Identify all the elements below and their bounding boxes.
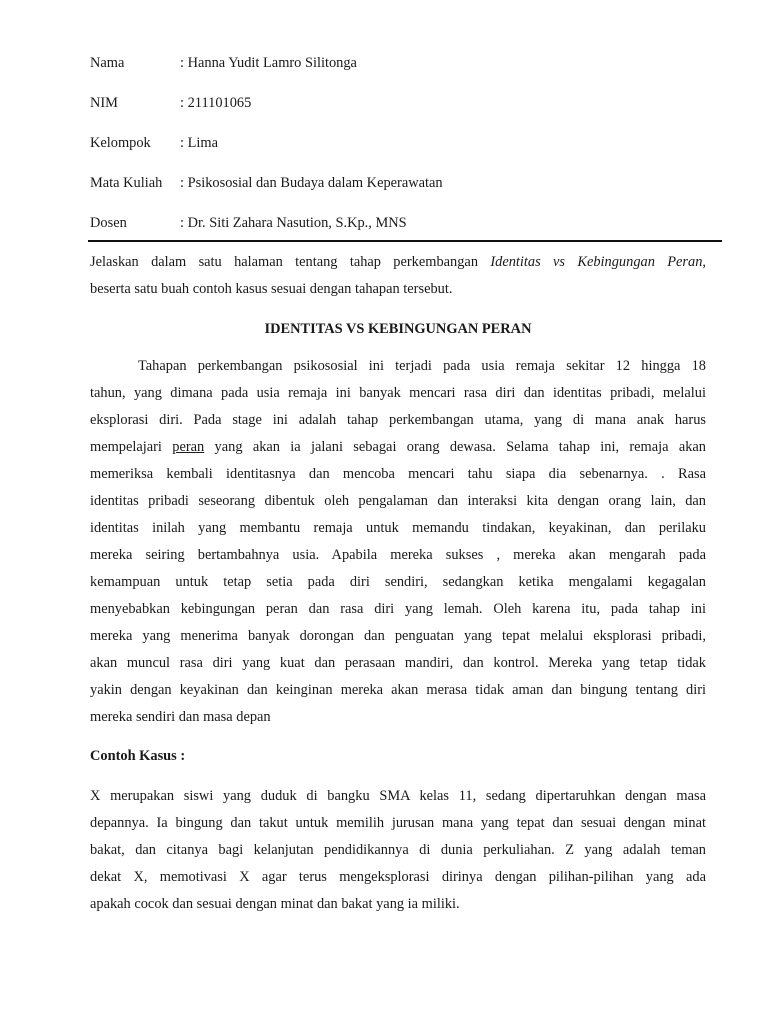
instruction-line [90,249,706,276]
paragraph-line: bakat, dan citanya bagi kelanjutan pendidikannya di dunia perkuliahan. Z yang adalah teman [90,842,706,858]
instruction-line: beserta satu buah contoh kasus sesuai dengan tahapan tersebut. [90,281,453,297]
paragraph-line: Tahapan perkembangan psikososial ini terjadi pada usia remaja sekitar 12 hingga 18 [138,358,706,374]
info-row-nama [90,52,720,92]
paragraph-line: memeriksa kembali identitasnya dan mencoba mencari tahu siapa dia sebenarnya. . Rasa [90,466,706,482]
student-info-table [90,52,720,252]
header-divider [88,240,722,242]
paragraph-line: tahun, yang dimana pada usia remaja ini banyak mencari rasa diri dan identitas pribadi, melalui [90,385,706,401]
info-label: Dosen [90,215,127,231]
paragraph-line: identitas inilah yang membantu remaja untuk memandu tindakan, keyakinan, dan perilaku [90,520,706,536]
info-value: : Lima [180,132,218,172]
paragraph-line [90,434,706,461]
paragraph-line: dekat X, memotivasi X agar terus mengeksplorasi dirinya dengan pilihan-pilihan yang ada [90,869,706,885]
info-row-mata-kuliah [90,172,720,212]
paragraph-line: menyebabkan kebingungan peran dan rasa diri yang lemah. Oleh karena itu, pada tahap ini [90,601,706,617]
paragraph-line: akan muncul rasa diri yang kuat dan perasaan mandiri, dan kontrol. Mereka yang tetap tidak [90,655,706,671]
underlined-word: peran [172,439,205,455]
info-row-dosen [90,212,720,252]
section-title: IDENTITAS VS KEBINGUNGAN PERAN [264,321,532,337]
info-row-kelompok [90,132,720,172]
instruction-italic-topic: Identitas vs Kebingungan Peran [490,254,703,270]
info-label: Kelompok [90,135,151,151]
body-paragraph-case [90,783,706,918]
paragraph-line: mereka seiring bertambahnya usia. Apabila mereka sukses , mereka akan mengarah pada [90,547,706,563]
info-value: : Hanna Yudit Lamro Silitonga [180,52,357,92]
info-value: : 211101065 [180,92,251,132]
info-value: : Dr. Siti Zahara Nasution, S.Kp., MNS [180,212,407,252]
paragraph-line: apakah cocok dan sesuai dengan minat dan bakat yang ia miliki. [90,896,460,912]
paragraph-line: kemampuan untuk tetap setia pada diri sendiri, sedangkan ketika mengalami kegagalan [90,574,706,590]
instruction-punct: , [702,254,706,270]
info-value: : Psikososial dan Budaya dalam Keperawatan [180,172,443,212]
paragraph-line: depannya. Ia bingung dan takut untuk memilih jurusan mana yang tepat dan sesuai dengan minat [90,815,706,831]
paragraph-line: X merupakan siswi yang duduk di bangku SMA kelas 11, sedang dipertaruhkan dengan masa [90,788,706,804]
info-label: NIM [90,95,118,111]
instruction-text: Jelaskan dalam satu halaman tentang tahap perkembangan [90,254,491,270]
line-text: yang akan ia jalani sebagai orang dewasa. Selama tahap ini, remaja akan [204,439,706,455]
paragraph-line: eksplorasi diri. Pada stage ini adalah tahap perkembangan utama, yang di mana anak harus [90,412,706,428]
paragraph-line: mereka sendiri dan masa depan [90,709,271,725]
paragraph-line: yakin dengan keyakinan dan keinginan mereka akan merasa tidak aman dan bingung tentang diri [90,682,706,698]
info-label: Nama [90,55,125,71]
case-example-title: Contoh Kasus : [90,748,186,764]
assignment-instruction [90,249,706,303]
line-text: mempelajari [90,439,173,455]
paragraph-line: mereka yang menerima banyak dorongan dan penguatan yang tepat melalui eksplorasi pribadi, [90,628,706,644]
info-label: Mata Kuliah [90,175,163,191]
body-paragraph-identity [90,353,706,731]
paragraph-line: identitas pribadi seseorang dibentuk oleh pengalaman dan interaksi kita dengan orang lain, dan [90,493,706,509]
info-row-nim [90,92,720,132]
